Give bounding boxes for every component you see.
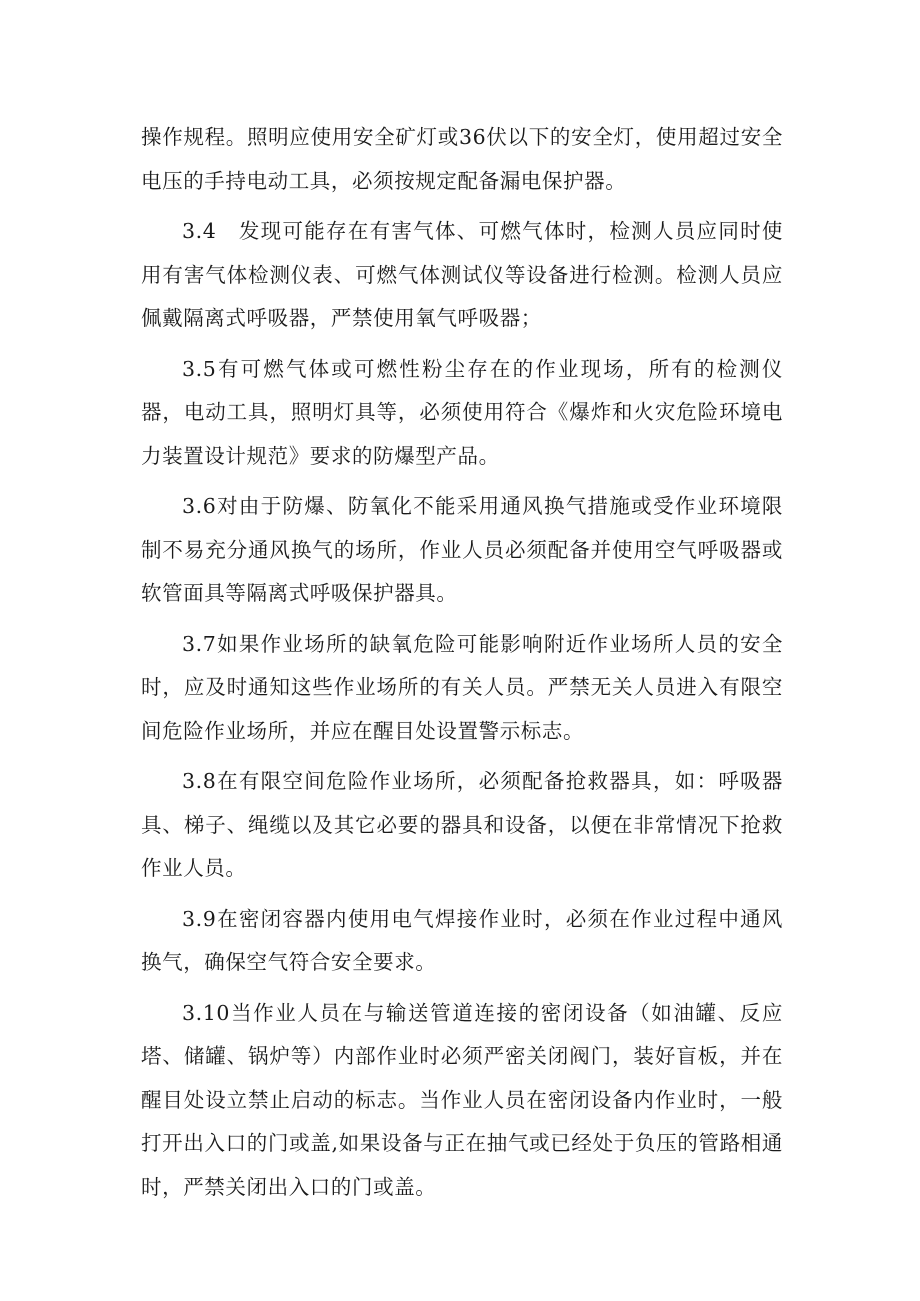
paragraph-3-4: 3.4 发现可能存在有害气体、可燃气体时，检测人员应同时使用有害气体检测仪表、可燃气体测试仪等设备进行检测。检测人员应佩戴隔离式呼吸器，严禁使用氧气呼吸器； xyxy=(141,219,783,330)
paragraph-3-10: 3.10当作业人员在与输送管道连接的密闭设备（如油罐、反应塔、储罐、锅炉等）内部作业时必须严密关闭阀门，装好盲板，并在醒目处设立禁止启动的标志。当作业人员在密闭设备内作业时，一般打开出入口的门或盖,如果设备与正在抽气或已经处于负压的管路相通时，严禁关闭出入口的门或盖。 xyxy=(141,1000,783,1199)
document-body xyxy=(141,116,783,1216)
paragraph-3-6: 3.6对由于防爆、防氧化不能采用通风换气措施或受作业环境限制不易充分通风换气的场所，作业人员必须配备并使用空气呼吸器或软管面具等隔离式呼吸保护器具。 xyxy=(141,494,783,605)
paragraph-3-5: 3.5有可燃气体或可燃性粉尘存在的作业现场，所有的检测仪器，电动工具，照明灯具等，必须使用符合《爆炸和火灾危险环境电力装置设计规范》要求的防爆型产品。 xyxy=(141,356,783,468)
paragraph-continuation: 操作规程。照明应使用安全矿灯或36伏以下的安全灯，使用超过安全电压的手持电动工具，必须按规定配备漏电保护器。 xyxy=(141,125,783,193)
paragraph-3-9: 3.9在密闭容器内使用电气焊接作业时，必须在作业过程中通风换气，确保空气符合安全要求。 xyxy=(141,906,783,974)
paragraph-3-7: 3.7如果作业场所的缺氧危险可能影响附近作业场所人员的安全时，应及时通知这些作业场所的有关人员。严禁无关人员进入有限空间危险作业场所，并应在醒目处设置警示标志。 xyxy=(141,631,783,743)
paragraph-3-8: 3.8在有限空间危险作业场所，必须配备抢救器具，如：呼吸器具、梯子、绳缆以及其它必要的器具和设备，以便在非常情况下抢救作业人员。 xyxy=(141,769,783,880)
